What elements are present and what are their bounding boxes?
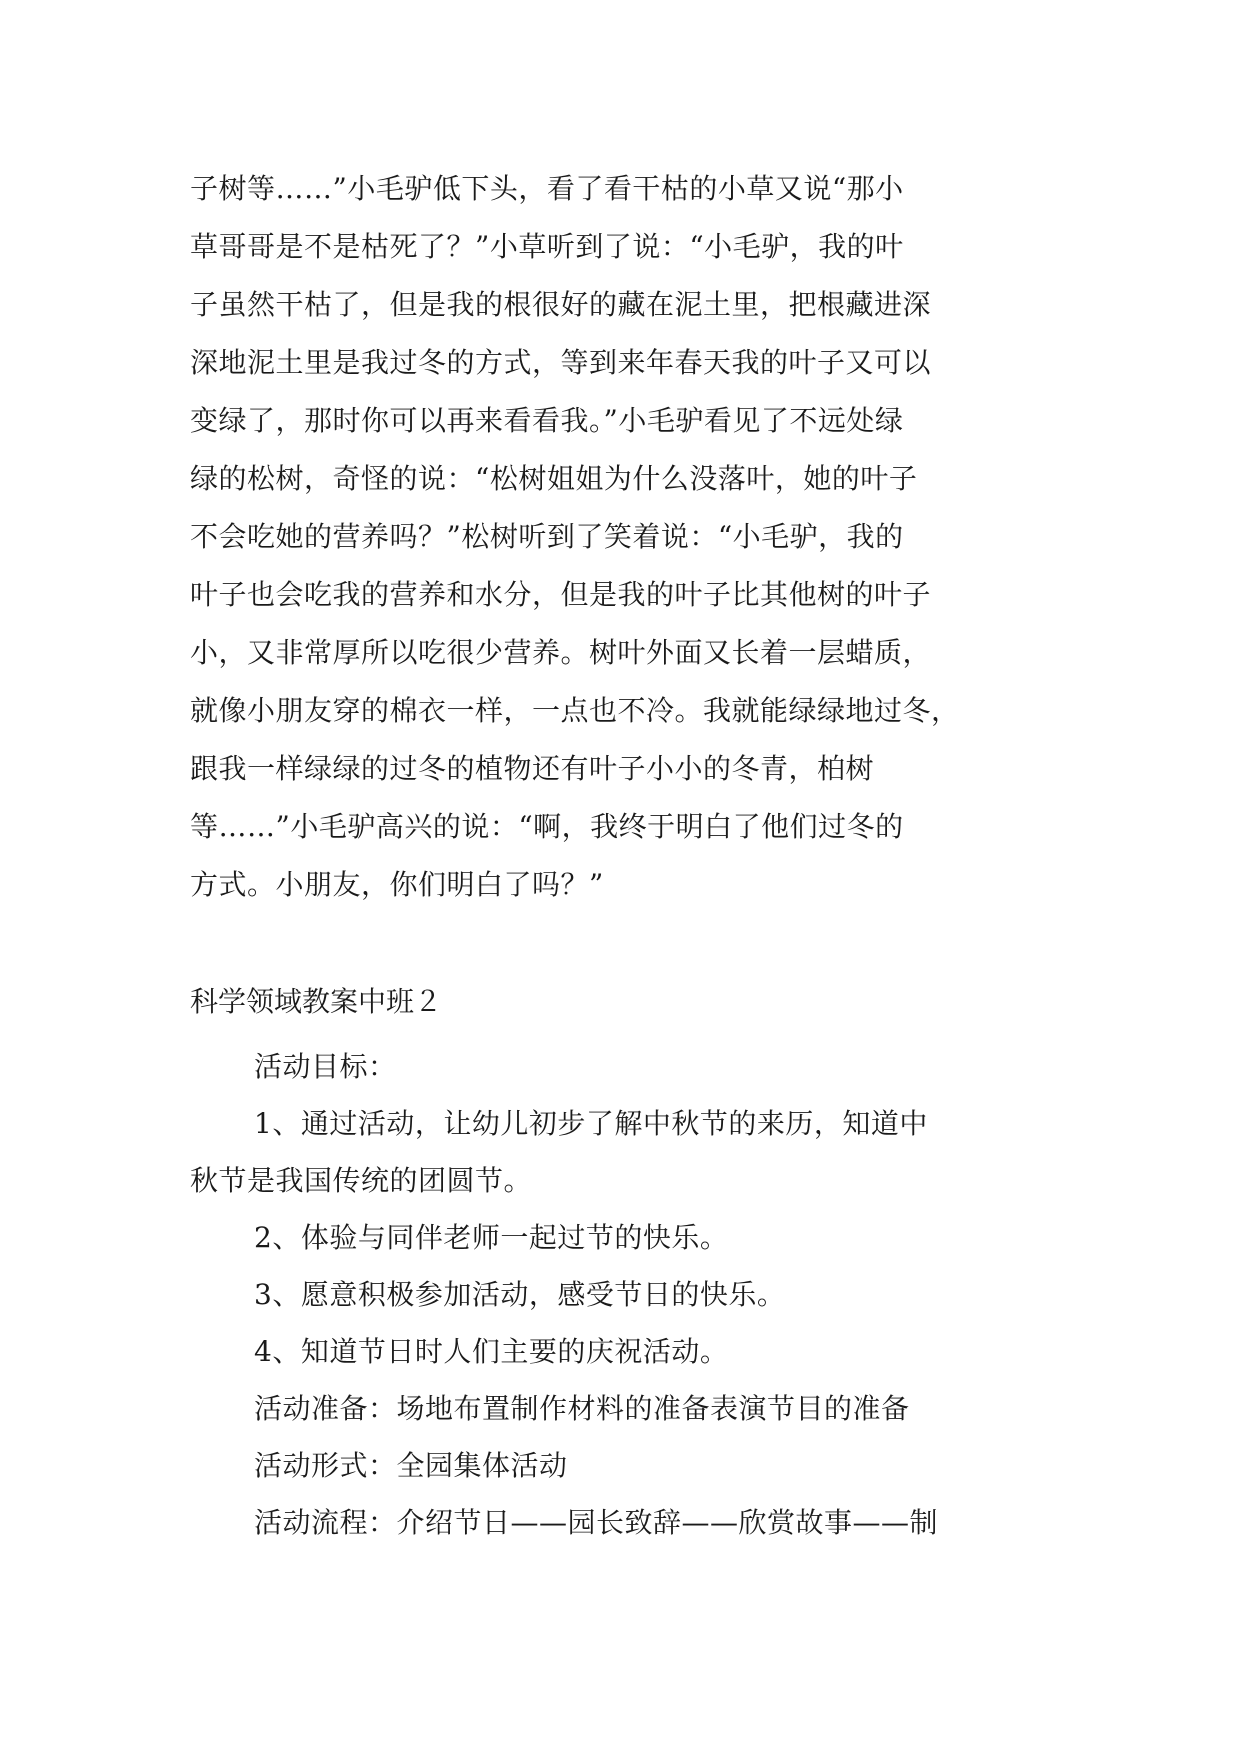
goal-item-1-continued: 秋节是我国传统的团圆节。 [190, 1164, 533, 1197]
activity-process: 活动流程：介绍节日——园长致辞——欣赏故事——制 [254, 1506, 939, 1539]
activity-preparation: 活动准备：场地布置制作材料的准备表演节目的准备 [254, 1392, 910, 1425]
goal-item-1: 1、通过活动，让幼儿初步了解中秋节的来历，知道中 [254, 1107, 928, 1140]
story-line: 变绿了，那时你可以再来看看我。”小毛驴看见了不远处绿 [190, 404, 904, 437]
lesson-plan [190, 1038, 1060, 1551]
story-line: 深地泥土里是我过冬的方式，等到来年春天我的叶子又可以 [190, 346, 932, 379]
story-line: 方式。小朋友，你们明白了吗？” [190, 868, 604, 901]
story-line: 子虽然干枯了，但是我的根很好的藏在泥土里，把根藏进深 [190, 288, 932, 321]
story-paragraph [190, 160, 1060, 914]
story-line: 子树等……”小毛驴低下头，看了看干枯的小草又说“那小 [190, 172, 904, 205]
section-title: 科学领域教案中班２ [190, 985, 443, 1018]
activity-form: 活动形式：全园集体活动 [254, 1449, 568, 1482]
story-line: 不会吃她的营养吗？”松树听到了笑着说：“小毛驴，我的 [190, 520, 904, 553]
story-line: 叶子也会吃我的营养和水分，但是我的叶子比其他树的叶子 [190, 578, 932, 611]
goal-item-4: 4、知道节日时人们主要的庆祝活动。 [254, 1335, 729, 1368]
story-line: 小，又非常厚所以吃很少营养。树叶外面又长着一层蜡质， [190, 636, 932, 669]
story-line: 草哥哥是不是枯死了？”小草听到了说：“小毛驴，我的叶 [190, 230, 904, 263]
story-line: 等……”小毛驴高兴的说：“啊，我终于明白了他们过冬的 [190, 810, 904, 843]
story-line: 就像小朋友穿的棉衣一样，一点也不冷。我就能绿绿地过冬， [190, 694, 960, 727]
goals-heading: 活动目标： [254, 1050, 397, 1083]
story-line: 绿的松树，奇怪的说：“松树姐姐为什么没落叶，她的叶子 [190, 462, 918, 495]
goal-item-2: 2、体验与同伴老师一起过节的快乐。 [254, 1221, 729, 1254]
goal-item-3: 3、愿意积极参加活动，感受节日的快乐。 [254, 1278, 786, 1311]
story-line: 跟我一样绿绿的过冬的植物还有叶子小小的冬青，柏树 [190, 752, 875, 785]
